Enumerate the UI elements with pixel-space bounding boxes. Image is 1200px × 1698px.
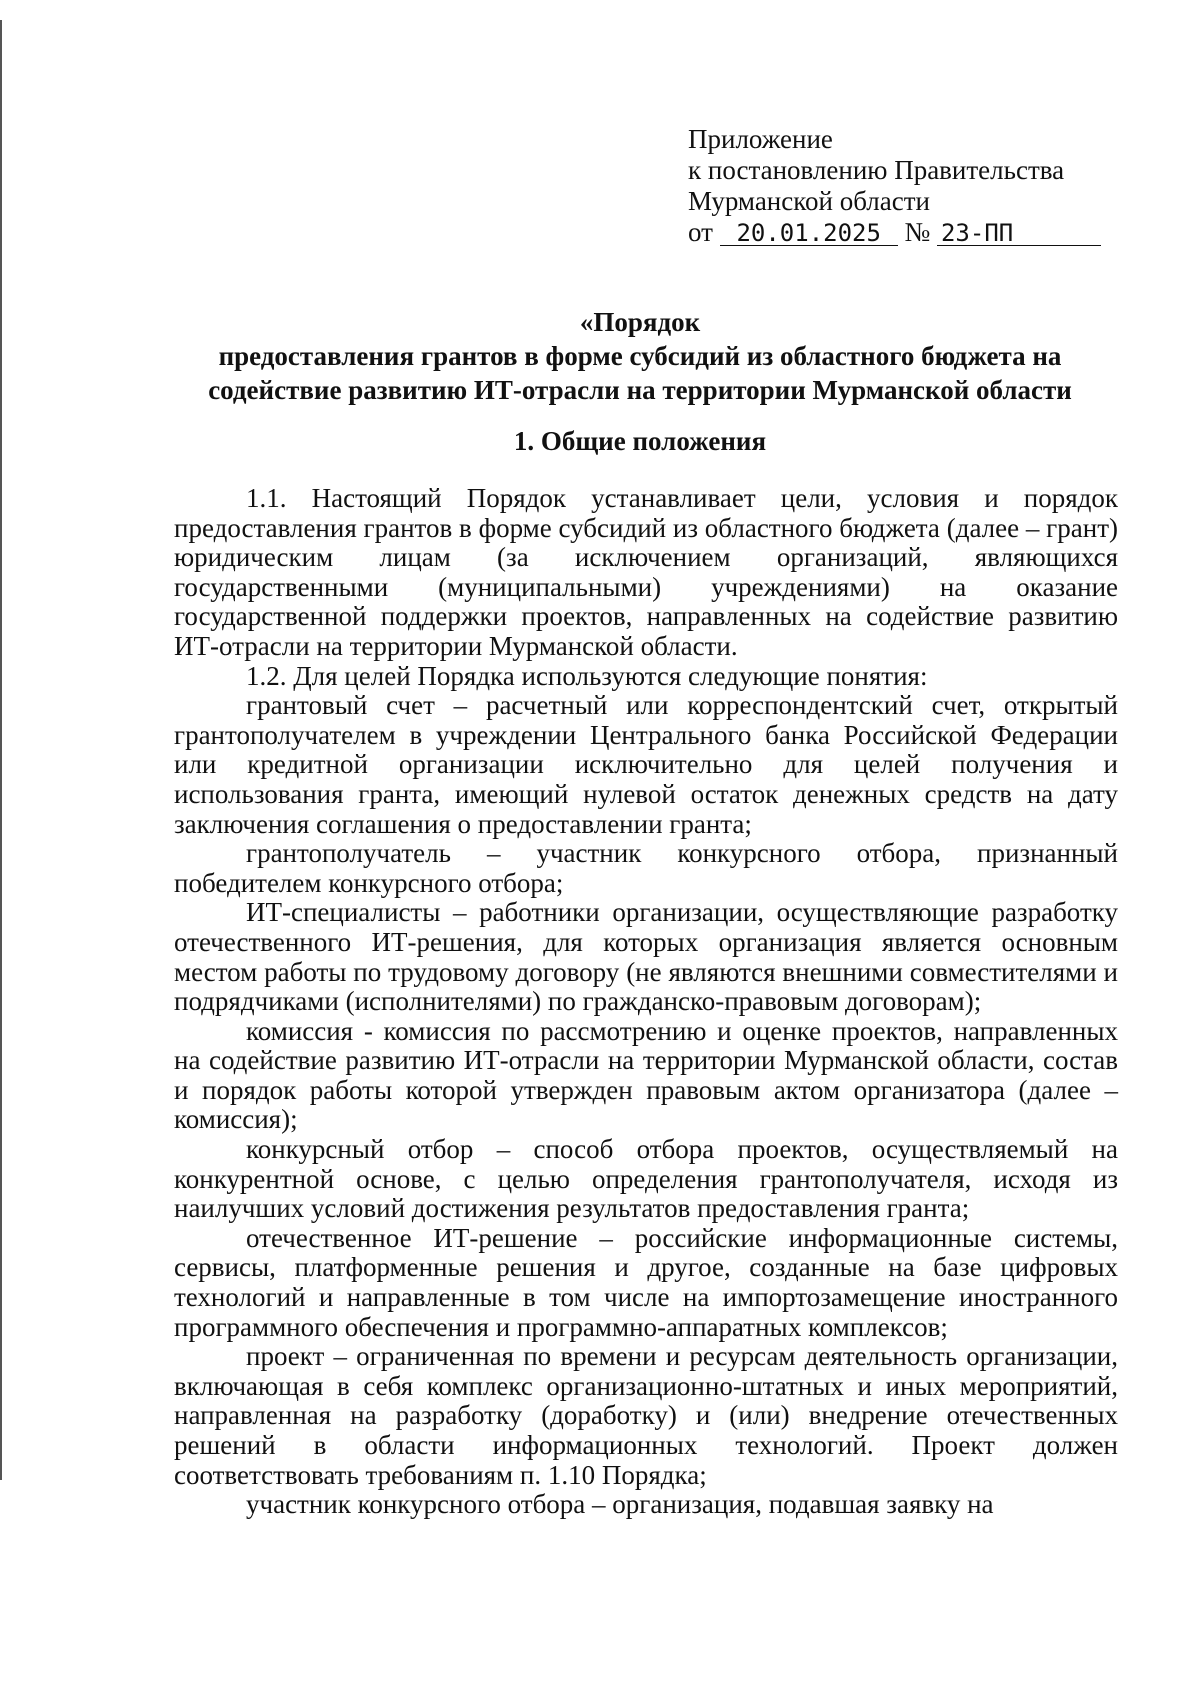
definition-commission: комиссия - комиссия по рассмотрению и оценке проектов, направленных на содействие развитию ИТ-отрасли на территории Мурманской области, состав и порядок работы которой утвержден правовым актом организатора (далее – комиссия); [174,1015,1118,1135]
title-line-3: содействие развитию ИТ-отрасли на территории Мурманской области [208,375,1072,405]
definition-domestic-it-solution: отечественное ИТ-решение – российские информационные системы, сервисы, платформенные решения и другое, созданные на базе цифровых технологий и направленные в том числе на импортозамещение иностранного программного обеспечения и программно-аппаратных комплексов; [174,1222,1118,1342]
document-number: 23-ПП [937,221,1101,246]
document-date: 20.01.2025 [720,221,898,246]
document-title [160,305,1120,407]
definition-grant-recipient: грантополучатель – участник конкурсного отбора, признанный победителем конкурсного отбора; [174,838,1118,898]
appendix-line-2: к постановлению Правительства [688,155,1065,185]
definition-it-specialists: ИТ-специалисты – работники организации, осуществляющие разработку отечественного ИТ-решения, для которых организация является основным местом работы по трудовому договору (не являются внешними совместителями и подрядчиками (исполнителями) по гражданско-правовым договорам); [174,897,1118,1017]
definition-selection-participant: участник конкурсного отбора – организация, подавшая заявку на [246,1489,994,1520]
appendix-block [688,124,1158,248]
paragraph-1-1: 1.1. Настоящий Порядок устанавливает цели, условия и порядок предоставления грантов в форме субсидий из областного бюджета (далее – грант) юридическим лицам (за исключением организаций, являющихся государственными (муниципальными) учреждениями) на оказание государственной поддержки проектов, направленных на содействие развитию ИТ-отрасли на территории Мурманской области. [174,483,1118,661]
title-line-2: предоставления грантов в форме субсидий из областного бюджета на [218,341,1062,371]
definition-competitive-selection: конкурсный отбор – способ отбора проектов, осуществляемый на конкурентной основе, с целью определения грантополучателя, исходя из наилучших условий достижения результатов предоставления гранта; [174,1134,1118,1224]
date-prefix: от [688,217,713,247]
appendix-line-3: Мурманской области [688,186,930,216]
appendix-line-1: Приложение [688,124,833,154]
section-heading: 1. Общие положения [513,426,767,456]
number-prefix: № [904,217,931,247]
scan-edge-line [0,20,2,1480]
document-body [174,484,1118,1520]
paragraph-1-2: 1.2. Для целей Порядка используются следующие понятия: [246,660,928,691]
appendix-date-line [688,217,1158,248]
title-line-1: «Порядок [579,307,701,337]
definition-project: проект – ограниченная по времени и ресурсам деятельность организации, включающая в себя комплекс организационно-штатных и иных мероприятий, направленная на разработку (доработку) и (или) внедрение отечественных решений в области информационных технологий. Проект должен соответствовать требованиям п. 1.10 Порядка; [174,1341,1118,1490]
definition-grant-account: грантовый счет – расчетный или корреспондентский счет, открытый грантополучателем в учреждении Центрального банка Российской Федерации или кредитной организации исключительно для целей получения и использования гранта, имеющий нулевой остаток денежных средств на дату заключения соглашения о предоставлении гранта; [174,690,1118,839]
